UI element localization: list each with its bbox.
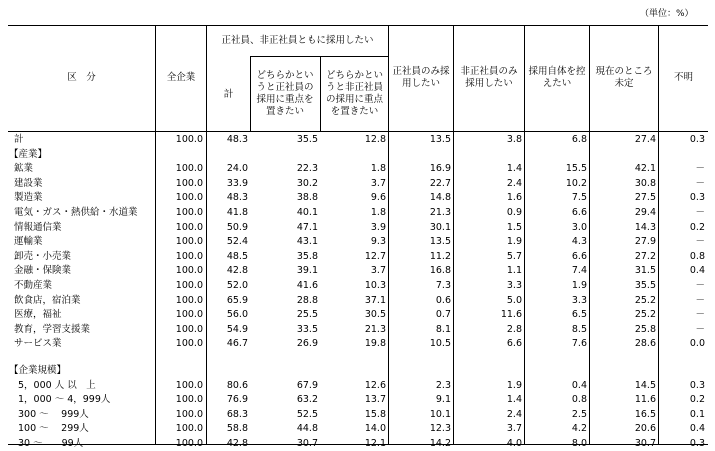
cell-value: 38.8 <box>296 192 318 204</box>
cell-value: 1.9 <box>506 379 522 391</box>
cell-value: 25.8 <box>634 323 656 335</box>
cell-value: 16.5 <box>634 408 656 420</box>
cell-value: 39.1 <box>296 265 318 277</box>
cell-value: 10.2 <box>565 177 587 189</box>
cell-value: 9.6 <box>370 192 386 204</box>
cell-value: 76.9 <box>226 394 248 406</box>
row-label: 5，000 人 以 上 <box>18 379 96 391</box>
cell-value: 13.7 <box>364 394 386 406</box>
cell-value: 100.0 <box>175 177 203 189</box>
cell-value: 63.2 <box>296 394 318 406</box>
cell-value: 2.8 <box>506 323 522 335</box>
cell-value: 50.9 <box>226 221 248 233</box>
cell-value: 26.9 <box>296 338 318 350</box>
cell-value: 6.6 <box>571 250 587 262</box>
cell-value: 0.4 <box>571 379 587 391</box>
cell-value: 11.6 <box>634 394 656 406</box>
cell-value: 30.7 <box>634 437 656 449</box>
cell-value: 100.0 <box>175 250 203 262</box>
cell-value: 0.2 <box>689 221 705 233</box>
cell-value: 0.3 <box>689 437 705 449</box>
header-lean-nonregular: どちらかというと非正社員の採用に重点を置きたい <box>325 69 383 117</box>
header-undecided: 現在のところ未定 <box>595 66 653 89</box>
cell-value: 52.4 <box>226 236 248 248</box>
row-label: 卸売・小売業 <box>14 250 72 262</box>
cell-value: 5.7 <box>506 250 522 262</box>
cell-value: 14.0 <box>364 423 386 435</box>
row-label: 運輸業 <box>14 236 43 248</box>
size-section-title: 【企業規模】 <box>9 364 67 376</box>
unit-label: （単位：%） <box>640 9 694 19</box>
cell-value: 30.1 <box>429 221 451 233</box>
cell-value: 25.5 <box>296 309 318 321</box>
cell-value: 15.8 <box>364 408 386 420</box>
cell-value: 1.4 <box>506 394 522 406</box>
cell-value: 41.6 <box>296 279 318 291</box>
cell-value: 27.9 <box>634 236 656 248</box>
cell-value: 2.3 <box>435 379 451 391</box>
table-row <box>8 206 708 221</box>
cell-value: 58.8 <box>226 423 248 435</box>
cell-value: 1.5 <box>506 221 522 233</box>
cell-value: 13.5 <box>429 236 451 248</box>
cell-value: 27.4 <box>634 134 656 145</box>
cell-value: 27.2 <box>634 250 656 262</box>
table-body <box>8 133 708 451</box>
cell-value: 24.0 <box>226 163 248 175</box>
table-row <box>8 133 708 148</box>
cell-value: 100.0 <box>175 163 203 175</box>
cell-value: 100.0 <box>175 265 203 277</box>
cell-value: 14.3 <box>634 221 656 233</box>
table-row <box>8 294 708 309</box>
table-row <box>8 337 708 352</box>
header-category: 区 分 <box>67 72 96 83</box>
cell-value: 42.8 <box>226 265 248 277</box>
table-row <box>8 408 708 423</box>
cell-value: 12.7 <box>364 250 386 262</box>
cell-value: 8.5 <box>571 323 587 335</box>
cell-value: 0.3 <box>689 192 705 204</box>
cell-value: 0.3 <box>689 134 705 145</box>
cell-value: 100.0 <box>175 206 203 218</box>
cell-value: 10.5 <box>429 338 451 350</box>
row-label: 電気・ガス・熱供給・水道業 <box>14 206 138 218</box>
cell-value: 2.4 <box>506 177 522 189</box>
table-row <box>8 393 708 408</box>
cell-value: 0.4 <box>689 423 705 435</box>
table-row <box>8 379 708 394</box>
cell-value: 1.9 <box>571 279 587 291</box>
table-row <box>8 177 708 192</box>
cell-value: 3.8 <box>506 134 522 145</box>
cell-value: 100.0 <box>175 221 203 233</box>
table-row <box>8 221 708 236</box>
cell-value: 33.5 <box>296 323 318 335</box>
industry-section-title: 【産業】 <box>9 148 48 160</box>
cell-value: 41.8 <box>226 206 248 218</box>
cell-value: 8.1 <box>435 323 451 335</box>
header-nonregular-only: 非正社員のみ採用したい <box>460 66 518 89</box>
header-total: 計 <box>223 89 234 100</box>
cell-value: 65.9 <box>226 294 248 306</box>
table-row <box>8 235 708 250</box>
cell-value: 48.3 <box>226 134 248 145</box>
table-row <box>8 422 708 437</box>
row-label: 100 ～ 299人 <box>18 423 89 435</box>
cell-value: 67.9 <box>296 379 318 391</box>
header-lean-regular: どちらかというと正社員の採用に重点を置きたい <box>256 69 314 117</box>
cell-value: 100.0 <box>175 338 203 350</box>
cell-value: 25.2 <box>634 309 656 321</box>
header-both-group: 正社員、非正社員ともに採用したい <box>221 34 374 46</box>
cell-value: 22.7 <box>429 177 451 189</box>
cell-value: 100.0 <box>175 192 203 204</box>
header-unknown: 不明 <box>673 72 693 83</box>
cell-value: 3.7 <box>370 265 386 277</box>
cell-value: 2.5 <box>571 408 587 420</box>
row-label: 情報通信業 <box>14 221 62 233</box>
cell-value: 46.7 <box>226 338 248 350</box>
row-label: 30 ～ 99人 <box>18 437 84 449</box>
table-row <box>8 323 708 338</box>
cell-value: 0.8 <box>689 250 705 262</box>
cell-value: 28.8 <box>296 294 318 306</box>
cell-value: 1.9 <box>506 236 522 248</box>
cell-value: 1.1 <box>506 265 522 277</box>
cell-value: 22.3 <box>296 163 318 175</box>
cell-value: 43.1 <box>296 236 318 248</box>
cell-value: 10.3 <box>364 279 386 291</box>
cell-value: 28.6 <box>634 338 656 350</box>
cell-value: 42.1 <box>634 163 656 175</box>
cell-value: 30.7 <box>296 437 318 449</box>
survey-table <box>8 25 708 449</box>
cell-value: 0.1 <box>689 408 705 420</box>
table-row <box>8 279 708 294</box>
cell-value: 0.2 <box>689 394 705 406</box>
cell-value: 25.2 <box>634 294 656 306</box>
cell-value: － <box>695 323 705 335</box>
table-row <box>8 264 708 279</box>
cell-value: 20.6 <box>634 423 656 435</box>
cell-value: 30.8 <box>634 177 656 189</box>
cell-value: 7.3 <box>435 279 451 291</box>
header-regular-only: 正社員のみ採用したい <box>392 66 450 89</box>
cell-value: 100.0 <box>175 394 203 406</box>
cell-value: 6.5 <box>571 309 587 321</box>
cell-value: 30.5 <box>364 309 386 321</box>
cell-value: 12.3 <box>429 423 451 435</box>
cell-value: 1.8 <box>370 206 386 218</box>
cell-value: 27.5 <box>634 192 656 204</box>
row-label: 300 ～ 999人 <box>18 408 89 420</box>
cell-value: 3.0 <box>571 221 587 233</box>
row-label: 計 <box>14 134 24 145</box>
cell-value: 40.1 <box>296 206 318 218</box>
cell-value: 9.3 <box>370 236 386 248</box>
cell-value: 7.4 <box>571 265 587 277</box>
cell-value: 52.0 <box>226 279 248 291</box>
cell-value: 19.8 <box>364 338 386 350</box>
cell-value: 4.0 <box>506 437 522 449</box>
cell-value: 14.5 <box>634 379 656 391</box>
cell-value: 52.5 <box>296 408 318 420</box>
cell-value: 100.0 <box>175 134 203 145</box>
cell-value: 80.6 <box>226 379 248 391</box>
table-row <box>8 191 708 206</box>
cell-value: 4.2 <box>571 423 587 435</box>
cell-value: 21.3 <box>364 323 386 335</box>
cell-value: 14.8 <box>429 192 451 204</box>
cell-value: 5.0 <box>506 294 522 306</box>
row-label: 教育，学習支援業 <box>14 323 91 335</box>
cell-value: 100.0 <box>175 323 203 335</box>
cell-value: 35.5 <box>296 134 318 145</box>
cell-value: 3.7 <box>506 423 522 435</box>
cell-value: 0.4 <box>689 265 705 277</box>
cell-value: 21.3 <box>429 206 451 218</box>
row-label: 金融・保険業 <box>14 265 72 277</box>
row-label: 製造業 <box>14 192 43 204</box>
cell-value: 100.0 <box>175 423 203 435</box>
cell-value: － <box>695 279 705 291</box>
cell-value: 14.2 <box>429 437 451 449</box>
cell-value: 0.7 <box>435 309 451 321</box>
cell-value: 0.8 <box>571 394 587 406</box>
row-label: 建設業 <box>14 177 43 189</box>
cell-value: 56.0 <box>226 309 248 321</box>
row-label: 医療，福祉 <box>14 309 62 321</box>
cell-value: － <box>695 294 705 306</box>
cell-value: 15.5 <box>565 163 587 175</box>
cell-value: 100.0 <box>175 379 203 391</box>
cell-value: 100.0 <box>175 437 203 449</box>
cell-value: 12.6 <box>364 379 386 391</box>
cell-value: 30.2 <box>296 177 318 189</box>
cell-value: 100.0 <box>175 408 203 420</box>
header-all-companies: 全企業 <box>166 72 196 83</box>
cell-value: 12.8 <box>364 134 386 145</box>
cell-value: 31.5 <box>634 265 656 277</box>
cell-value: 48.5 <box>226 250 248 262</box>
cell-value: 13.5 <box>429 134 451 145</box>
cell-value: 68.3 <box>226 408 248 420</box>
row-label: 鉱業 <box>14 163 34 175</box>
row-label: 不動産業 <box>14 279 53 291</box>
cell-value: 37.1 <box>364 294 386 306</box>
cell-value: 3.3 <box>506 279 522 291</box>
cell-value: － <box>695 206 705 218</box>
cell-value: 100.0 <box>175 236 203 248</box>
cell-value: 35.5 <box>634 279 656 291</box>
cell-value: 44.8 <box>296 423 318 435</box>
cell-value: 0.0 <box>689 338 705 350</box>
cell-value: 3.9 <box>370 221 386 233</box>
cell-value: － <box>695 163 705 175</box>
cell-value: 1.6 <box>506 192 522 204</box>
cell-value: 42.8 <box>226 437 248 449</box>
cell-value: 8.0 <box>571 437 587 449</box>
cell-value: 3.3 <box>571 294 587 306</box>
cell-value: 35.8 <box>296 250 318 262</box>
table-row <box>8 308 708 323</box>
cell-value: 9.1 <box>435 394 451 406</box>
cell-value: 0.6 <box>435 294 451 306</box>
cell-value: 11.6 <box>500 309 522 321</box>
cell-value: 33.9 <box>226 177 248 189</box>
row-label: 飲食店，宿泊業 <box>14 294 81 306</box>
cell-value: 3.7 <box>370 177 386 189</box>
cell-value: 7.6 <box>571 338 587 350</box>
cell-value: 1.4 <box>506 163 522 175</box>
cell-value: 12.1 <box>364 437 386 449</box>
cell-value: 48.3 <box>226 192 248 204</box>
cell-value: 16.9 <box>429 163 451 175</box>
cell-value: 0.9 <box>506 206 522 218</box>
cell-value: 4.3 <box>571 236 587 248</box>
cell-value: 100.0 <box>175 294 203 306</box>
cell-value: 47.1 <box>296 221 318 233</box>
header-refrain: 採用自体を控えたい <box>528 66 586 89</box>
cell-value: 16.8 <box>429 265 451 277</box>
cell-value: 11.2 <box>429 250 451 262</box>
cell-value: － <box>695 309 705 321</box>
cell-value: 1.8 <box>370 163 386 175</box>
cell-value: － <box>695 236 705 248</box>
cell-value: 10.1 <box>429 408 451 420</box>
cell-value: 2.4 <box>506 408 522 420</box>
cell-value: － <box>695 177 705 189</box>
cell-value: 6.6 <box>506 338 522 350</box>
cell-value: 100.0 <box>175 309 203 321</box>
cell-value: 6.6 <box>571 206 587 218</box>
cell-value: 54.9 <box>226 323 248 335</box>
row-label: 1，000 ～ 4，999人 <box>18 394 111 406</box>
cell-value: 7.5 <box>571 192 587 204</box>
cell-value: 6.8 <box>571 134 587 145</box>
row-label: サービス業 <box>14 338 62 350</box>
table-row <box>8 250 708 265</box>
cell-value: 0.3 <box>689 379 705 391</box>
cell-value: 100.0 <box>175 279 203 291</box>
table-row <box>8 162 708 177</box>
cell-value: 29.4 <box>634 206 656 218</box>
